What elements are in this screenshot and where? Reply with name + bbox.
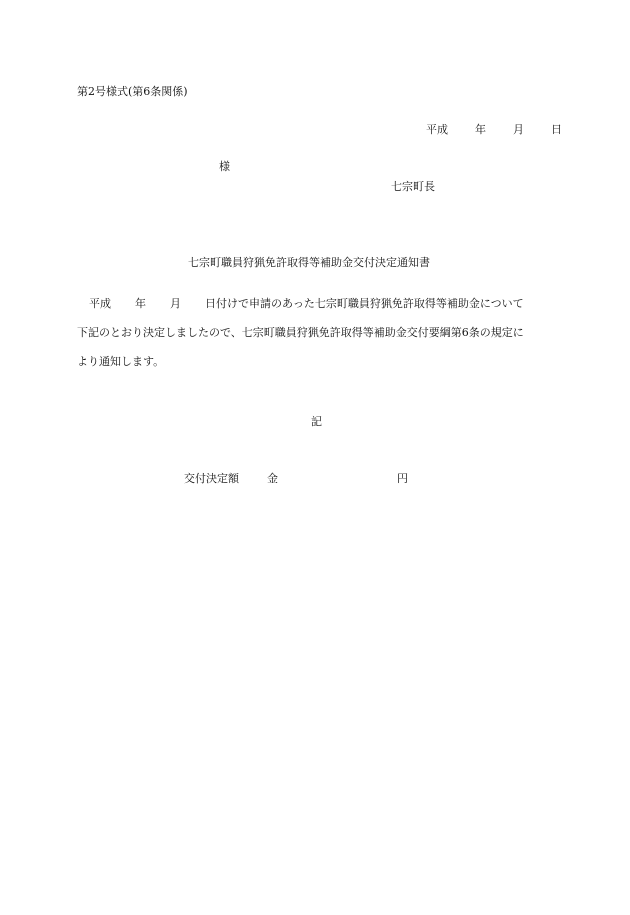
- body-line-2: 下記のとおり決定しましたので、七宗町職員狩猟免許取得等補助金交付要綱第6条の規定に: [77, 326, 524, 339]
- body-line-3: より通知します。: [77, 355, 165, 368]
- addressee-suffix: 様: [219, 160, 230, 173]
- amount-label: 交付決定額: [184, 472, 239, 485]
- issue-date: [426, 123, 562, 137]
- amount-yen: 円: [397, 472, 408, 485]
- body-line-1: [89, 297, 524, 311]
- body-line-1-text: 日付けで申請のあった七宗町職員狩猟免許取得等補助金について: [205, 297, 524, 310]
- issuer-name: 七宗町長: [391, 180, 435, 193]
- ki-heading: 記: [311, 415, 322, 428]
- amount-kin: 金: [267, 472, 278, 485]
- date-era: 平成: [426, 123, 448, 136]
- document-title: 七宗町職員狩猟免許取得等補助金交付決定通知書: [188, 256, 430, 269]
- date-month: 月: [513, 123, 524, 136]
- date-day: 日: [551, 123, 562, 136]
- body-month: 月: [170, 297, 181, 310]
- body-year: 年: [135, 297, 146, 310]
- date-year: 年: [475, 123, 486, 136]
- form-label: 第2号様式(第6条関係): [77, 85, 188, 98]
- body-era: 平成: [89, 297, 111, 310]
